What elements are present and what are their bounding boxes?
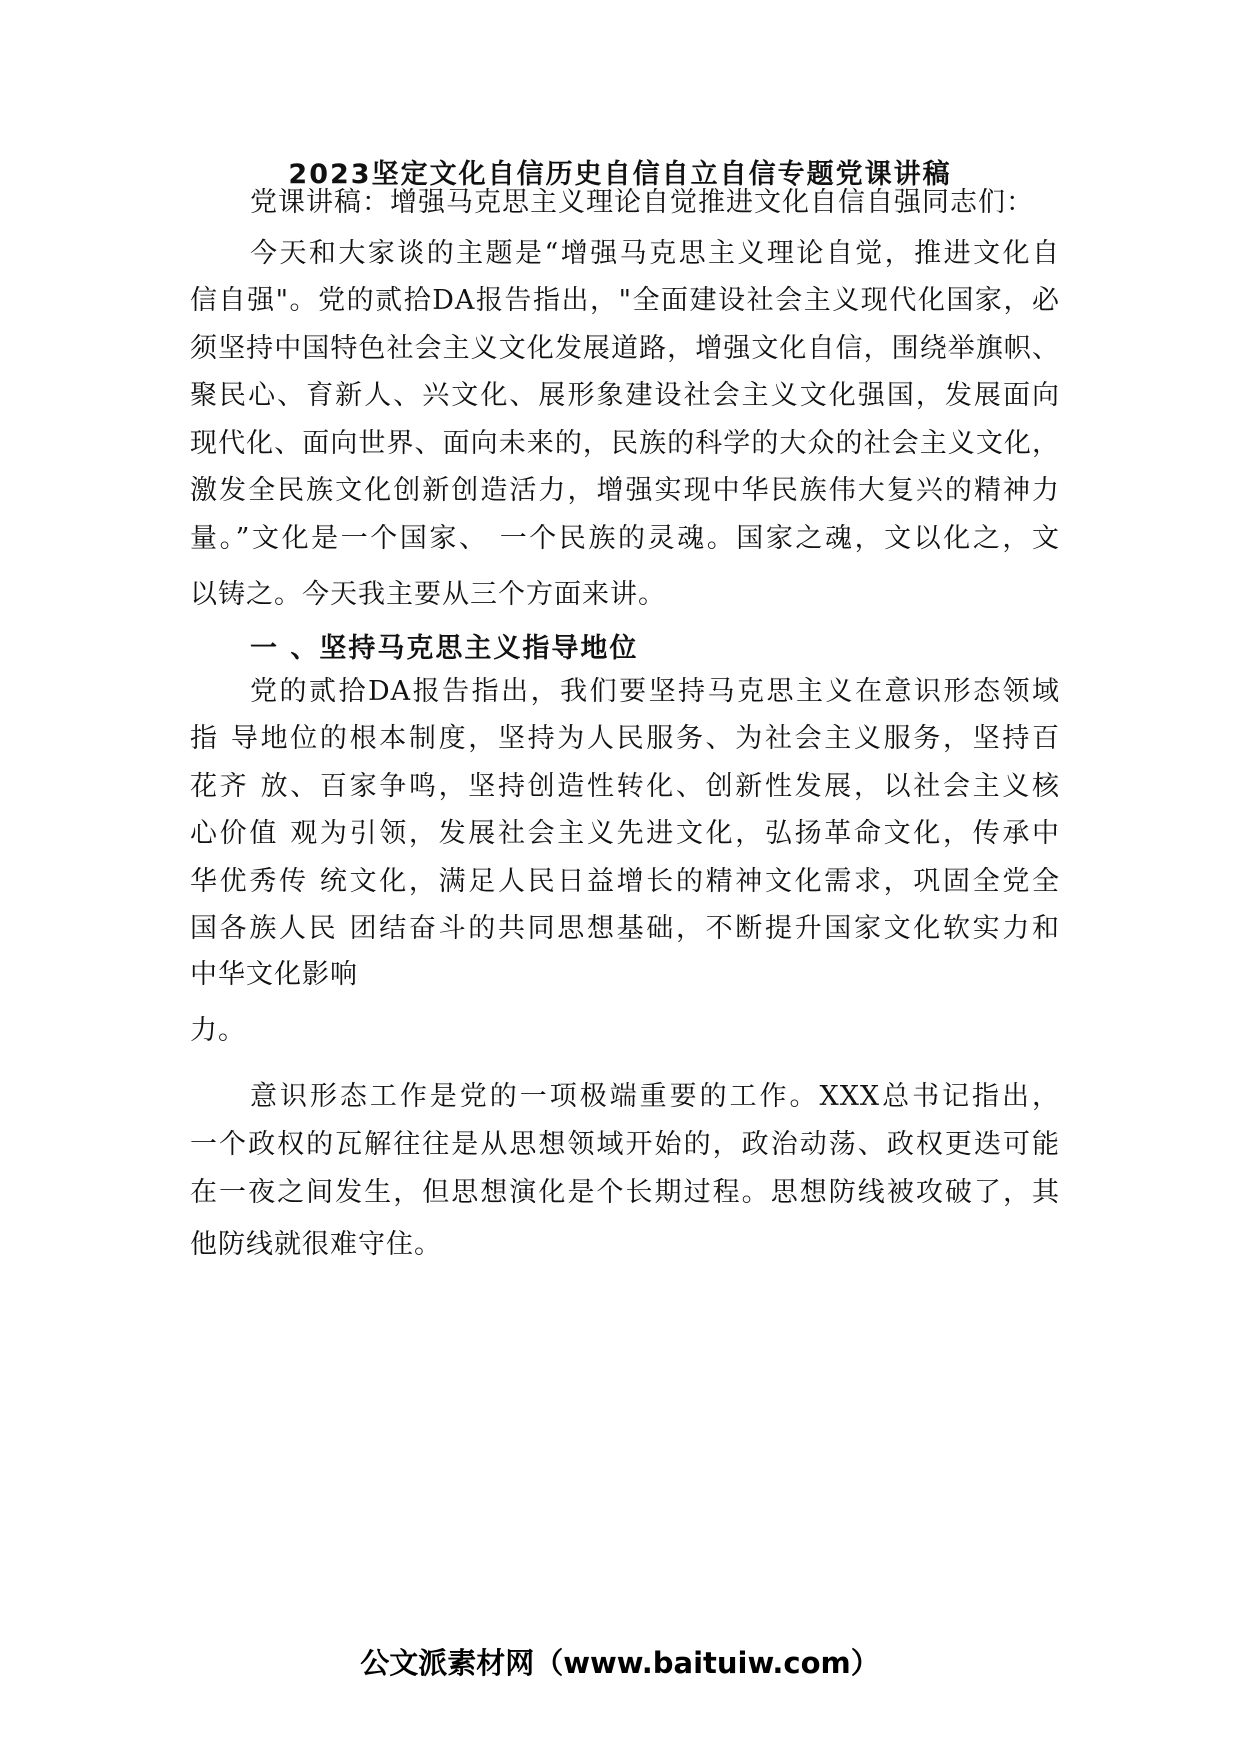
paragraph-2-line-8: 力。 (190, 1015, 246, 1046)
paragraph-1-line-5: 现代化、面向世界、面向未来的，民族的科学的大众的社会主义文化， (190, 428, 1060, 459)
paragraph-3-line-2: 一个政权的瓦解往往是从思想领域开始的，政治动荡、政权更迭可能 (190, 1129, 1060, 1160)
paragraph-2-line-3: 花齐 放、百家争鸣，坚持创造性转化、创新性发展，以社会主义核 (190, 771, 1060, 802)
paragraph-1-line-8: 以铸之。今天我主要从三个方面来讲。 (190, 579, 666, 610)
section-heading-1: 一 、坚持马克思主义指导地位 (250, 633, 639, 664)
paragraph-3-line-3: 在一夜之间发生，但思想演化是个长期过程。思想防线被攻破了，其 (190, 1177, 1060, 1208)
intro-line: 党课讲稿：增强马克思主义理论自觉推进文化自信自强同志们： (250, 187, 1034, 218)
paragraph-1-line-1: 今天和大家谈的主题是“增强马克思主义理论自觉，推进文化自 (250, 238, 1060, 269)
paragraph-2-line-2: 指 导地位的根本制度，坚持为人民服务、为社会主义服务，坚持百 (190, 723, 1060, 754)
paragraph-3-line-1: 意识形态工作是党的一项极端重要的工作。XXX总书记指出， (250, 1081, 1060, 1112)
paragraph-2-line-5: 华优秀传 统文化，满足人民日益增长的精神文化需求，巩固全党全 (190, 866, 1060, 897)
paragraph-1-line-2: 信自强"。党的贰拾DA报告指出，"全面建设社会主义现代化国家，必 (190, 285, 1060, 316)
paragraph-1-line-4: 聚民心、育新人、兴文化、展形象建设社会主义文化强国，发展面向 (190, 380, 1060, 411)
paragraph-2-line-6: 国各族人民 团结奋斗的共同思想基础，不断提升国家文化软实力和 (190, 913, 1060, 944)
paragraph-1-line-7: 量。”文化是一个国家、 一个民族的灵魂。国家之魂，文以化之，文 (190, 523, 1060, 554)
paragraph-3-line-4: 他防线就很难守住。 (190, 1229, 442, 1260)
paragraph-2-line-7: 中华文化影响 (190, 959, 358, 990)
footer-watermark: 公文派素材网（www.baituiw.com） (360, 1646, 880, 1680)
paragraph-2-line-1: 党的贰拾DA报告指出，我们要坚持马克思主义在意识形态领域 (250, 676, 1060, 707)
paragraph-1-line-3: 须坚持中国特色社会主义文化发展道路，增强文化自信，围绕举旗帜、 (190, 333, 1060, 364)
paragraph-1-line-6: 激发全民族文化创新创造活力，增强实现中华民族伟大复兴的精神力 (190, 475, 1060, 506)
document-title: 2023坚定文化自信历史自信自立自信专题党课讲稿 (288, 159, 952, 190)
paragraph-2-line-4: 心价值 观为引领，发展社会主义先进文化，弘扬革命文化，传承中 (190, 818, 1060, 849)
